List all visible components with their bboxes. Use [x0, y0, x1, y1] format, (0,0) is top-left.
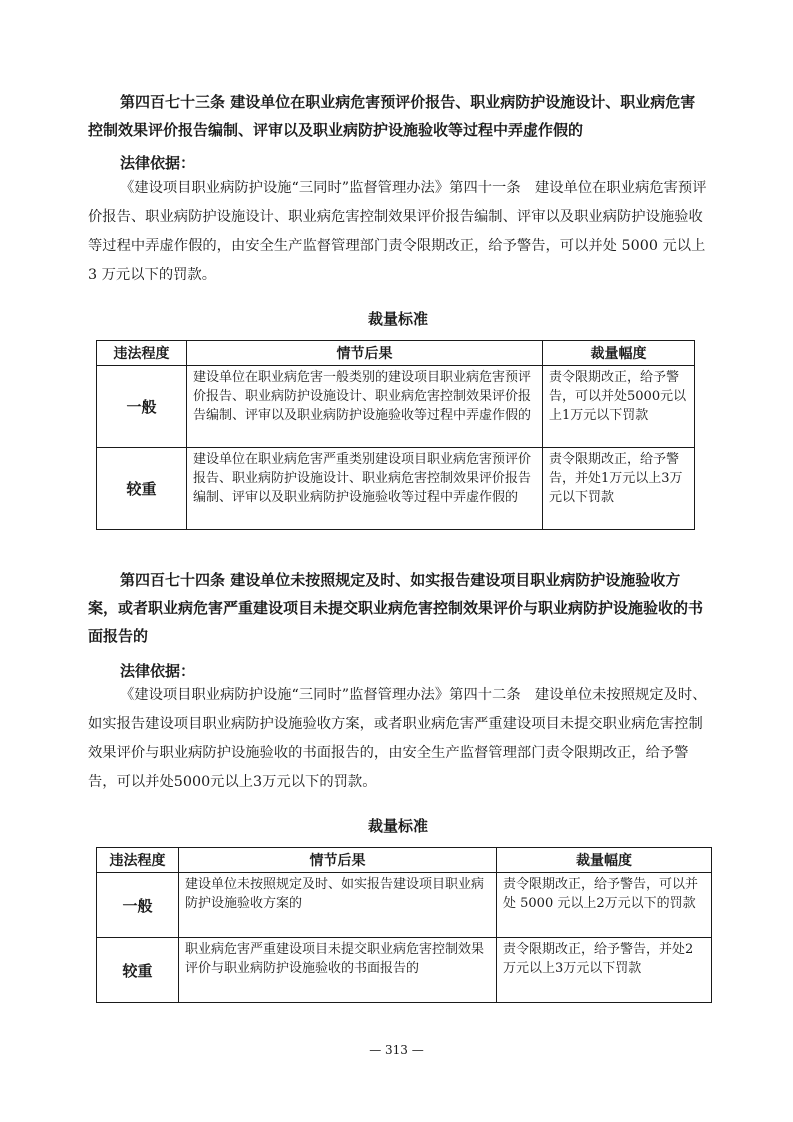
legal-basis-label: 法律依据：: [120, 154, 196, 172]
column-header-circumstance: 情节后果: [179, 848, 497, 873]
discretion-table-474: [96, 847, 712, 1003]
circumstance-cell: 职业病危害严重建设项目未提交职业病危害控制效果评价与职业病防护设施验收的书面报告的: [179, 938, 497, 1003]
level-cell: 一般: [97, 873, 179, 938]
table-row: [97, 366, 695, 448]
circumstance-cell: 建设单位在职业病危害严重类别建设项目职业病危害预评价报告、职业病防护设施设计、职业病危害控制效果评价报告编制、评审以及职业病防护设施验收等过程中弄虚作假的: [187, 448, 543, 530]
column-header-circumstance: 情节后果: [187, 341, 543, 366]
article-474-heading: 第四百七十四条 建设单位未按照规定及时、如实报告建设项目职业病防护设施验收方案，或者职业病危害严重建设项目未提交职业病危害控制效果评价与职业病防护设施验收的书面报告的: [88, 571, 704, 645]
table-header-row: [97, 341, 695, 366]
level-cell: 一般: [97, 366, 187, 448]
penalty-cell: 责令限期改正，给予警告，并处2万元以上3万元以下罚款: [497, 938, 712, 1003]
penalty-cell: 责令限期改正，给予警告，可以并处 5000 元以上2万元以下的罚款: [497, 873, 712, 938]
penalty-cell: 责令限期改正，给予警告，可以并处5000元以上1万元以下罚款: [543, 366, 695, 448]
column-header-level: 违法程度: [97, 341, 187, 366]
discretion-table-473: [96, 340, 695, 530]
column-header-penalty: 裁量幅度: [543, 341, 695, 366]
circumstance-cell: 建设单位在职业病危害一般类别的建设项目职业病危害预评价报告、职业病防护设施设计、职业病危害控制效果评价报告编制、评审以及职业病防护设施验收等过程中弄虚作假的: [187, 366, 543, 448]
table-row: [97, 938, 712, 1003]
level-cell: 较重: [97, 938, 179, 1003]
article-473-heading: 第四百七十三条 建设单位在职业病危害预评价报告、职业病防护设施设计、职业病危害控制效果评价报告编制、评审以及职业病防护设施验收等过程中弄虚作假的: [88, 93, 696, 139]
legal-basis-label: 法律依据：: [120, 662, 196, 680]
level-cell: 较重: [97, 448, 187, 530]
table-caption: 裁量标准: [367, 310, 428, 328]
legal-basis-text: 《建设项目职业病防护设施“三同时”监督管理办法》第四十二条 建设单位未按照规定及时、如实报告建设项目职业病防护设施验收方案，或者职业病危害严重建设项目未提交职业病危害控制效果评价与职业病防护设施验收的书面报告的，由安全生产监督管理部门责令限期改正，给予警告，可以并处5000元以上3万元以下的罚款。: [88, 687, 707, 790]
table-row: [97, 873, 712, 938]
circumstance-cell: 建设单位未按照规定及时、如实报告建设项目职业病防护设施验收方案的: [179, 873, 497, 938]
penalty-cell: 责令限期改正，给予警告，并处1万元以上3万元以下罚款: [543, 448, 695, 530]
legal-basis-text: 《建设项目职业病防护设施“三同时”监督管理办法》第四十一条 建设单位在职业病危害预评价报告、职业病防护设施设计、职业病危害控制效果评价报告编制、评审以及职业病防护设施验收等过程中弄虚作假的，由安全生产监督管理部门责令限期改正，给予警告，可以并处 5000 元以上 3 万元以下的罚款。: [88, 180, 707, 283]
column-header-level: 违法程度: [97, 848, 179, 873]
column-header-penalty: 裁量幅度: [497, 848, 712, 873]
page-number: — 313 —: [369, 1043, 424, 1057]
table-row: [97, 448, 695, 530]
table-header-row: [97, 848, 712, 873]
table-caption: 裁量标准: [367, 817, 428, 835]
